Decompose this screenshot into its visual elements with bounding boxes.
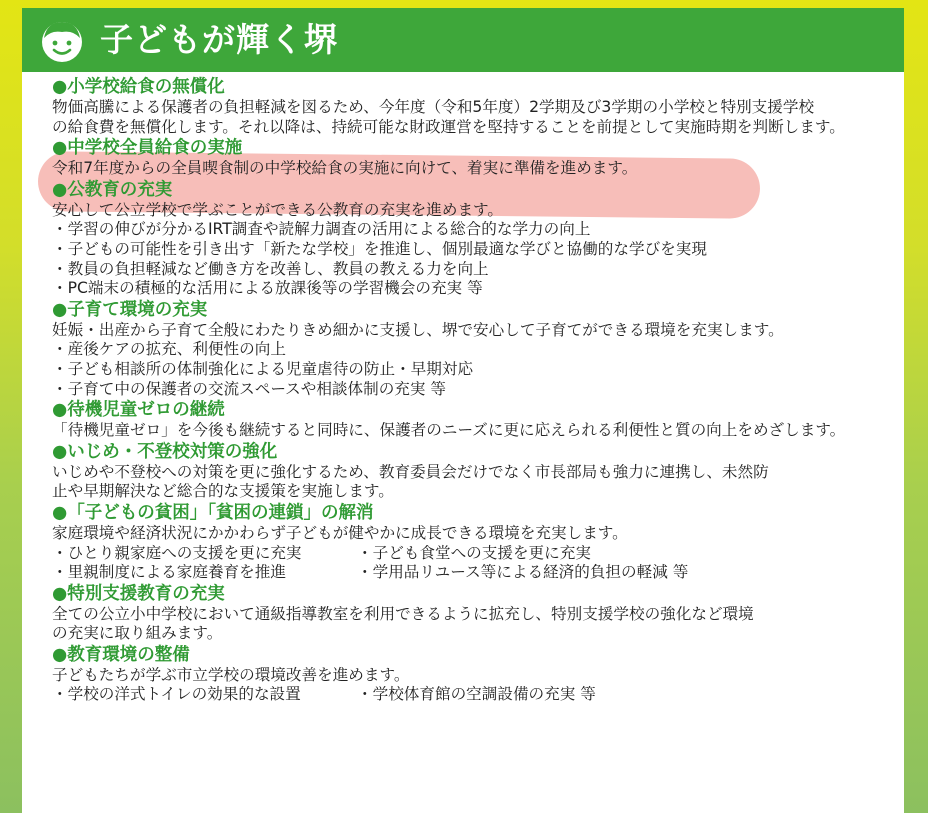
body-line: 家庭環境や経済状況にかかわらず子どもが健やかに成長できる環境を充実します。 [52, 523, 628, 542]
page-title: 子どもが輝く堺 [100, 20, 338, 59]
two-column-row [52, 544, 902, 564]
section-childcare [52, 299, 902, 399]
body-line: 安心して公立学校で学ぶことができる公教育の充実を進めます。 [52, 200, 503, 219]
body-line: ・子ども相談所の体制強化による児童虐待の防止・早期対応 [52, 359, 474, 378]
section-body [52, 98, 902, 137]
section-body [52, 321, 902, 399]
two-column-row [52, 685, 902, 705]
body-line: ・PC端末の積極的な活用による放課後等の学習機会の充実 等 [52, 279, 483, 298]
section-heading: ●「子どもの貧困」「貧困の連鎖」の解消 [52, 502, 374, 523]
section-heading: ●いじめ・不登校対策の強化 [52, 441, 278, 462]
two-column-row [52, 563, 902, 583]
section-heading: ●小学校給食の無償化 [52, 77, 225, 97]
bullet-right: ・学校体育館の空調設備の充実 等 [357, 685, 596, 704]
section-body [52, 159, 902, 179]
section-bullying-truancy [52, 441, 902, 502]
body-line: 妊娠・出産から子育て全般にわたりきめ細かに支援し、堺で安心して子育てができる環境を充実します。 [52, 320, 784, 339]
body-line: 全ての公立小中学校において通級指導教室を利用できるように拡充し、特別支援学校の強化など環境 [52, 604, 754, 623]
section-body [52, 605, 902, 644]
body-line: ・子育て中の保護者の交流スペースや相談体制の充実 等 [52, 379, 447, 398]
section-heading: ●教育環境の整備 [52, 644, 190, 665]
body-line: 物価高騰による保護者の負担軽減を図るため、今年度（令和5年度）2学期及び3学期の小学校と特別支援学校 [52, 98, 815, 116]
section-zero-waitlist [52, 399, 902, 441]
body-line: の給食費を無償化します。それ以降は、持続可能な財政運営を堅持することを前提として実施時期を判断します。 [52, 117, 845, 136]
section-special-support [52, 583, 902, 644]
section-heading: ●公教育の充実 [52, 179, 173, 200]
section-body [52, 524, 902, 583]
body-line: 令和7年度からの全員喫食制の中学校給食の実施に向けて、着実に準備を進めます。 [52, 159, 638, 178]
title-bar [22, 8, 904, 72]
section-heading: ●子育て環境の充実 [52, 299, 208, 320]
section-free-school-lunch [52, 76, 902, 137]
bullet-left: ・学校の洋式トイレの効果的な設置 [52, 685, 301, 704]
section-junior-high-lunch [52, 137, 902, 179]
document-panel [22, 8, 904, 813]
body-line: 止や早期解決など総合的な支援策を実施します。 [52, 482, 394, 501]
bullet-left: ・ひとり親家庭への支援を更に充実 [52, 543, 302, 562]
section-child-poverty [52, 502, 902, 583]
section-body [52, 463, 902, 502]
body-line: ・教員の負担軽減など働き方を改善し、教員の教える力を向上 [52, 259, 489, 278]
bullet-left: ・里親制度による家庭養育を推進 [52, 563, 286, 582]
section-heading: ●待機児童ゼロの継続 [52, 400, 225, 421]
section-heading: ●中学校全員給食の実施 [52, 138, 243, 159]
section-school-environment [52, 644, 902, 705]
body-line: 子どもたちが学ぶ市立学校の環境改善を進めます。 [52, 665, 410, 684]
child-face-icon [39, 18, 85, 64]
section-heading: ●特別支援教育の充実 [52, 583, 225, 604]
body-line: ・産後ケアの拡充、利便性の向上 [52, 340, 286, 359]
section-body [52, 421, 902, 441]
bullet-right: ・学用品リユース等による経済的負担の軽減 等 [357, 563, 689, 582]
section-body [52, 201, 902, 299]
body-line: ・学習の伸びが分かるIRT調査や読解力調査の活用による総合的な学力の向上 [52, 220, 591, 239]
content [52, 76, 902, 705]
section-body [52, 666, 902, 705]
body-line: ・子どもの可能性を引き出す「新たな学校」を推進し、個別最適な学びと協働的な学びを実現 [52, 239, 707, 258]
bullet-right: ・子ども食堂への支援を更に充実 [357, 543, 591, 562]
body-line: いじめや不登校への対策を更に強化するため、教育委員会だけでなく市長部局も強力に連携し、未然防 [52, 462, 769, 481]
body-line: の充実に取り組みます。 [52, 624, 223, 643]
section-public-education [52, 179, 902, 299]
body-line: 「待機児童ゼロ」を今後も継続すると同時に、保護者のニーズに更に応えられる利便性と質の向上をめざします。 [52, 421, 846, 440]
